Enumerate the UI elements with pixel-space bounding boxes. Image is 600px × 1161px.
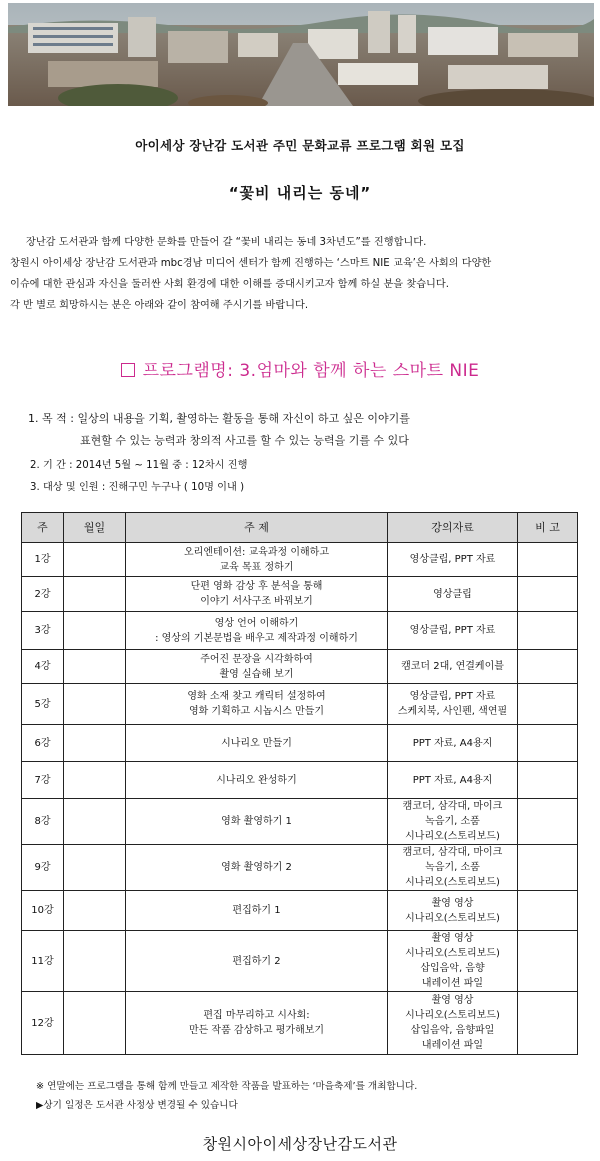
topic-cell-line: 시나리오 만들기 — [221, 737, 292, 749]
note-cell — [518, 612, 578, 650]
materials-cell-line: 시나리오(스토리보드) — [405, 1010, 500, 1021]
intro-line: 각 반 별로 희망하시는 분은 아래와 같이 참여해 주시기를 바랍니다. — [10, 300, 309, 311]
materials-cell-line: 캠코더, 삼각대, 마이크 — [402, 801, 503, 812]
topic-cell-line: 시나리오 완성하기 — [216, 774, 297, 786]
note-cell — [518, 992, 578, 1055]
date-cell — [64, 612, 126, 650]
topic-cell — [126, 684, 388, 725]
schedule-change-note: ▶상기 일정은 도서관 사정상 변경될 수 있습니다 — [36, 1100, 238, 1111]
materials-cell-line: 삽입음악, 음향파일 — [410, 1025, 495, 1036]
topic-cell-line: 영화 촬영하기 2 — [221, 862, 292, 873]
week-cell: 7강 — [22, 762, 64, 799]
topic-cell-line: 영화 기획하고 시놉시스 만들기 — [188, 706, 325, 717]
table-header-row — [22, 513, 578, 543]
topic-cell-line: 편집 마무리하고 시사회: — [203, 1010, 310, 1021]
table-row — [22, 931, 578, 992]
table-row — [22, 612, 578, 650]
topic-cell — [126, 931, 388, 992]
materials-cell-line: 영상클립, PPT 자료 — [409, 691, 496, 702]
topic-cell-line: 영상 언어 이해하기 — [214, 617, 299, 629]
materials-cell — [388, 543, 518, 577]
date-cell — [64, 992, 126, 1055]
week-cell: 1강 — [22, 543, 64, 577]
materials-cell — [388, 762, 518, 799]
materials-cell-line: 시나리오(스토리보드) — [405, 912, 500, 924]
date-cell — [64, 845, 126, 891]
header-date: 월일 — [64, 513, 126, 543]
topic-cell-line: 영화 촬영하기 1 — [221, 816, 292, 827]
week-cell: 3강 — [22, 612, 64, 650]
table-row — [22, 762, 578, 799]
week-cell: 12강 — [22, 992, 64, 1055]
target-line: 3. 대상 및 인원 : 진해구민 누구나 ( 10명 이내 ) — [30, 482, 245, 493]
topic-cell-line: 오리엔테이션: 교육과정 이해하고 — [184, 546, 329, 558]
table-row — [22, 650, 578, 684]
table-row — [22, 725, 578, 762]
checkbox-square-icon — [121, 363, 135, 377]
topic-cell-line: 단편 영화 감상 후 분석을 통해 — [190, 581, 323, 592]
date-cell — [64, 650, 126, 684]
materials-cell-line: 촬영 영상 — [431, 995, 474, 1006]
topic-cell-line: 주어진 문장을 시각화하여 — [200, 653, 313, 665]
footnotes — [36, 1077, 596, 1115]
header-week: 주 — [22, 513, 64, 543]
materials-cell — [388, 725, 518, 762]
date-cell — [64, 577, 126, 612]
week-cell: 2강 — [22, 577, 64, 612]
materials-cell — [388, 845, 518, 891]
materials-cell-line: 내레이션 파일 — [421, 978, 484, 989]
program-name-text: 프로그램명: 3.엄마와 함께 하는 스마트 NIE — [142, 361, 480, 381]
materials-cell-line: PPT 자료, A4용지 — [412, 737, 493, 749]
materials-cell-line: 녹음기, 소품 — [425, 862, 480, 873]
topic-cell — [126, 762, 388, 799]
intro-line: 장난감 도서관과 함께 다양한 문화를 만들어 갈 “꽃비 내리는 동네 3차년도”를 진행합니다. — [26, 237, 427, 248]
materials-cell — [388, 650, 518, 684]
week-cell: 4강 — [22, 650, 64, 684]
table-row — [22, 891, 578, 931]
materials-cell-line: 영상클립, PPT 자료 — [409, 625, 496, 636]
topic-cell — [126, 650, 388, 684]
topic-cell-line: 교육 목표 정하기 — [219, 561, 294, 573]
materials-cell — [388, 992, 518, 1055]
week-cell: 6강 — [22, 725, 64, 762]
topic-cell — [126, 891, 388, 931]
note-cell — [518, 931, 578, 992]
topic-cell — [126, 577, 388, 612]
topic-cell-line: 만든 작품 감상하고 평가해보기 — [188, 1025, 325, 1036]
date-cell — [64, 762, 126, 799]
materials-cell — [388, 577, 518, 612]
week-cell: 10강 — [22, 891, 64, 931]
topic-cell-line: : 영상의 기본문법을 배우고 제작과정 이해하기 — [155, 632, 358, 644]
materials-cell — [388, 891, 518, 931]
date-cell — [64, 891, 126, 931]
materials-cell-line: PPT 자료, A4용지 — [412, 774, 493, 786]
table-row — [22, 543, 578, 577]
program-goals — [28, 410, 588, 498]
materials-cell-line: 내레이션 파일 — [421, 1040, 484, 1051]
materials-cell-line: 시나리오(스토리보드) — [405, 877, 500, 888]
table-row — [22, 577, 578, 612]
note-cell — [518, 684, 578, 725]
header-materials: 강의자료 — [388, 513, 518, 543]
week-cell: 5강 — [22, 684, 64, 725]
intro-line: 이슈에 대한 관심과 자신을 둘러싼 사회 환경에 대한 이해를 증대시키고자 함께 하실 분을 찾습니다. — [10, 279, 449, 290]
materials-cell-line: 캠코더 2대, 연결케이블 — [401, 661, 504, 672]
materials-cell-line: 시나리오(스토리보드) — [405, 831, 500, 842]
note-cell — [518, 577, 578, 612]
note-cell — [518, 543, 578, 577]
topic-cell-line: 이야기 서사구조 바꿔보기 — [200, 596, 313, 607]
period-line: 2. 기 간 : 2014년 5월 ~ 11월 중 : 12차시 진행 — [30, 460, 248, 471]
date-cell — [64, 725, 126, 762]
date-cell — [64, 543, 126, 577]
topic-cell — [126, 725, 388, 762]
materials-cell — [388, 931, 518, 992]
schedule-table — [21, 512, 578, 1055]
materials-cell-line: 스케치북, 사인펜, 색연필 — [397, 706, 508, 717]
materials-cell-line: 영상클립, PPT 자료 — [409, 554, 496, 565]
materials-cell-line: 촬영 영상 — [431, 897, 474, 909]
table-row — [22, 845, 578, 891]
date-cell — [64, 931, 126, 992]
note-cell — [518, 725, 578, 762]
purpose-line: 1. 목 적 : 일상의 내용을 기획, 촬영하는 활동을 통해 자신이 하고 싶은 이야기를 — [28, 412, 410, 425]
date-cell — [64, 684, 126, 725]
materials-cell — [388, 612, 518, 650]
topic-cell-line: 편집하기 1 — [232, 905, 281, 916]
campaign-subtitle: “꽃비 내리는 동네” — [228, 184, 372, 202]
note-cell — [518, 799, 578, 845]
intro-paragraph — [10, 232, 594, 316]
week-cell: 11강 — [22, 931, 64, 992]
table-row — [22, 684, 578, 725]
materials-cell — [388, 684, 518, 725]
topic-cell — [126, 543, 388, 577]
library-signature: 창원시아이세상장난감도서관 — [202, 1135, 398, 1153]
note-cell — [518, 650, 578, 684]
note-cell — [518, 891, 578, 931]
table-row — [22, 992, 578, 1055]
topic-cell — [126, 845, 388, 891]
materials-cell-line: 촬영 영상 — [431, 933, 474, 944]
header-note: 비 고 — [518, 513, 578, 543]
week-cell: 8강 — [22, 799, 64, 845]
notice-title: 아이세상 장난감 도서관 주민 문화교류 프로그램 회원 모집 — [135, 138, 465, 153]
materials-cell-line: 영상클립 — [433, 588, 472, 600]
materials-cell-line: 녹음기, 소품 — [425, 816, 480, 827]
topic-cell — [126, 992, 388, 1055]
date-cell — [64, 799, 126, 845]
table-row — [22, 799, 578, 845]
city-banner-photo — [8, 3, 594, 106]
festival-note: ※ 연말에는 프로그램을 통해 함께 만들고 제작한 작품을 발표하는 ‘마을축제’를 개최합니다. — [36, 1081, 418, 1092]
materials-cell-line: 시나리오(스토리보드) — [405, 948, 500, 959]
topic-cell-line: 촬영 실습해 보기 — [219, 668, 294, 680]
materials-cell-line: 삽입음악, 음향 — [420, 963, 485, 974]
table-body — [22, 543, 578, 1055]
intro-line: 창원시 아이세상 장난감 도서관과 mbc경남 미디어 센터가 함께 진행하는 ‘스마트 NIE 교육’은 사회의 다양한 — [10, 258, 492, 269]
note-cell — [518, 762, 578, 799]
purpose-line-continued: 표현할 수 있는 능력과 창의적 사고를 할 수 있는 능력을 기를 수 있다 — [80, 434, 409, 447]
note-cell — [518, 845, 578, 891]
topic-cell-line: 영화 소재 찾고 캐릭터 설정하여 — [187, 691, 326, 702]
materials-cell — [388, 799, 518, 845]
program-name-heading — [0, 356, 600, 381]
topic-cell — [126, 799, 388, 845]
header-topic: 주 제 — [126, 513, 388, 543]
materials-cell-line: 캠코더, 삼각대, 마이크 — [402, 847, 503, 858]
topic-cell — [126, 612, 388, 650]
week-cell: 9강 — [22, 845, 64, 891]
topic-cell-line: 편집하기 2 — [232, 955, 281, 967]
